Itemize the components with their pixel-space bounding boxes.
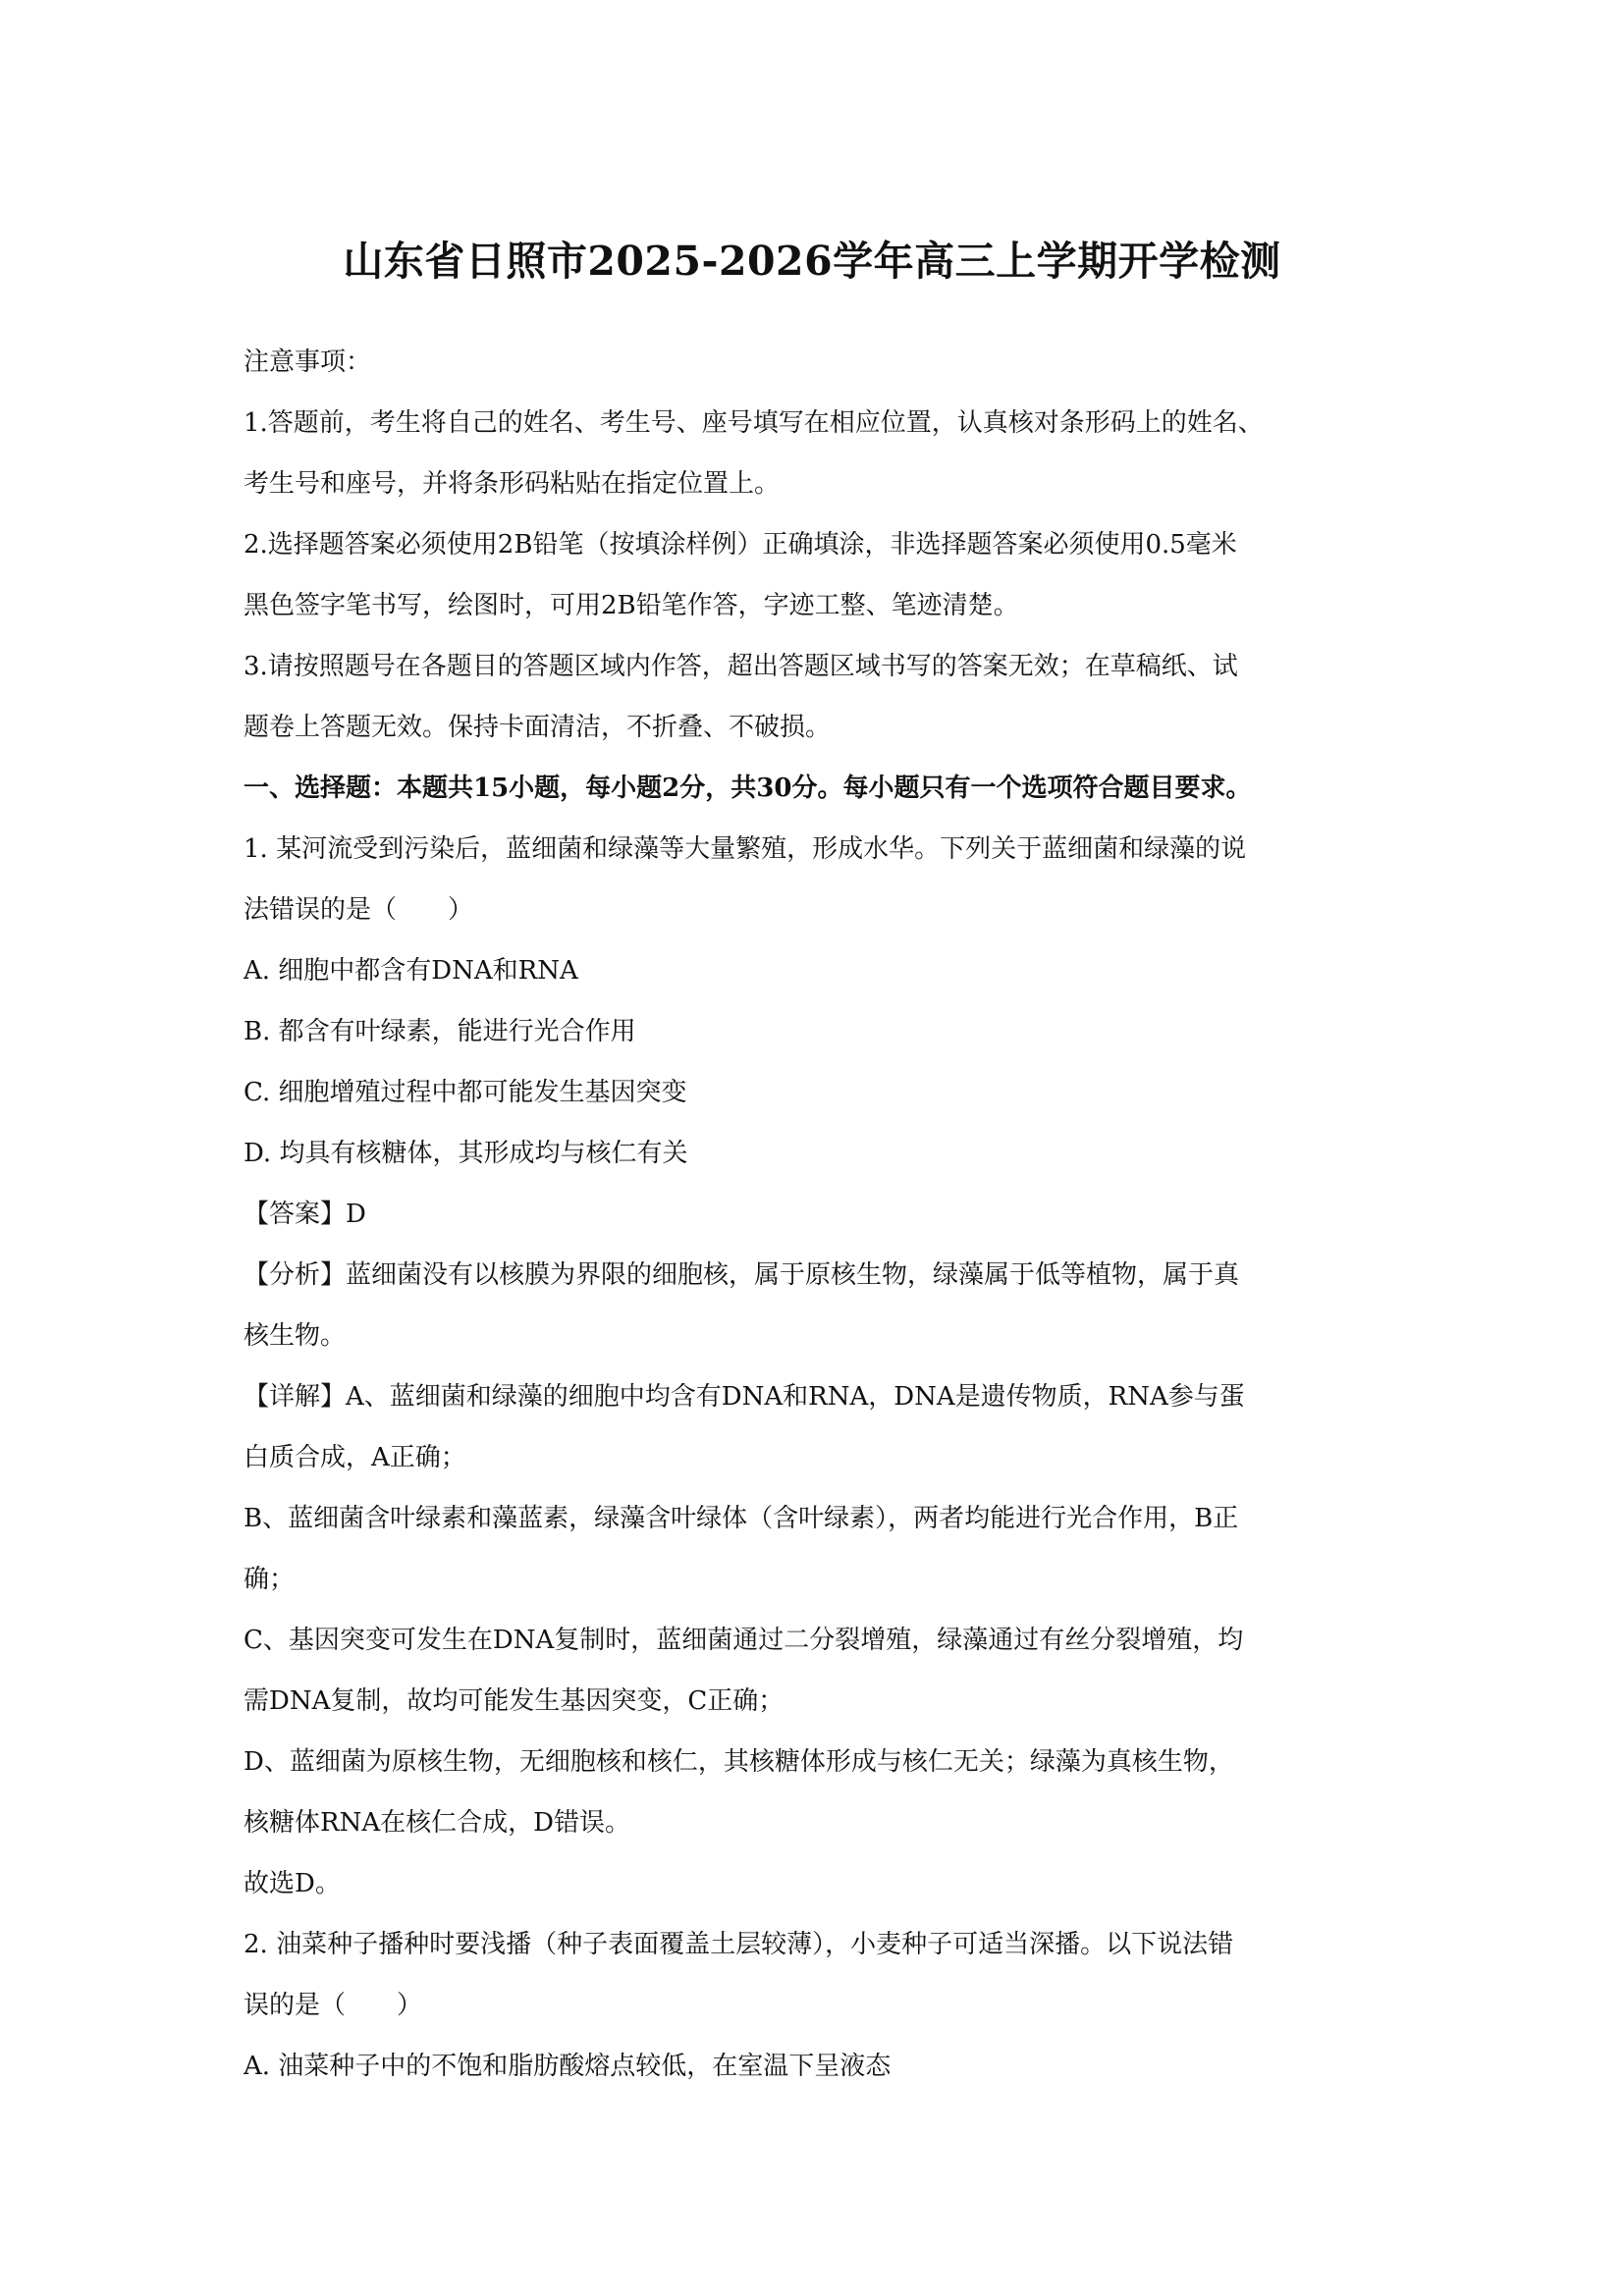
question-1-explanation-b-cont: 确； — [244, 1565, 296, 1594]
document-title: 山东省日照市2025-2026学年高三上学期开学检测 — [343, 238, 1281, 285]
question-1-conclusion: 故选D。 — [244, 1869, 341, 1898]
notice-item-3-cont: 题卷上答题无效。保持卡面清洁，不折叠、不破损。 — [244, 713, 832, 742]
question-1-stem: 1. 某河流受到污染后，蓝细菌和绿藻等大量繁殖，形成水华。下列关于蓝细菌和绿藻的说 — [244, 834, 1247, 864]
question-1-explanation-d-cont: 核糖体RNA在核仁合成，D错误。 — [244, 1808, 630, 1838]
question-1-explanation-b: B、蓝细菌含叶绿素和藻蓝素，绿藻含叶绿体（含叶绿素），两者均能进行光合作用，B正 — [244, 1504, 1239, 1533]
question-1-explanation-d: D、蓝细菌为原核生物，无细胞核和核仁，其核糖体形成与核仁无关；绿藻为真核生物， — [244, 1747, 1234, 1777]
question-1-explanation-c: C、基因突变可发生在DNA复制时，蓝细菌通过二分裂增殖，绿藻通过有丝分裂增殖，均 — [244, 1626, 1244, 1655]
section-heading: 一、选择题：本题共15小题，每小题2分，共30分。每小题只有一个选项符合题目要求。 — [244, 774, 1252, 803]
question-1-option-a: A. 细胞中都含有DNA和RNA — [244, 956, 578, 986]
notice-heading: 注意事项： — [244, 347, 372, 377]
notice-item-1-cont: 考生号和座号，并将条形码粘贴在指定位置上。 — [244, 469, 781, 499]
notice-item-2: 2.选择题答案必须使用2B铅笔（按填涂样例）正确填涂，非选择题答案必须使用0.5毫米 — [244, 530, 1237, 560]
question-2-stem: 2. 油菜种子播种时要浅播（种子表面覆盖土层较薄），小麦种子可适当深播。以下说法错 — [244, 1930, 1234, 1959]
question-1-answer: 【答案】D — [244, 1200, 366, 1229]
question-1-explanation-c-cont: 需DNA复制，故均可能发生基因突变，C正确； — [244, 1686, 785, 1716]
question-2-stem-cont: 误的是（ ） — [244, 1991, 423, 2020]
notice-item-3: 3.请按照题号在各题目的答题区域内作答，超出答题区域书写的答案无效；在草稿纸、试 — [244, 652, 1238, 681]
question-1-analysis: 【分析】蓝细菌没有以核膜为界限的细胞核，属于原核生物，绿藻属于低等植物，属于真 — [244, 1260, 1240, 1290]
question-1-explanation-a-cont: 白质合成，A正确； — [244, 1443, 466, 1472]
question-1-option-d: D. 均具有核糖体，其形成均与核仁有关 — [244, 1139, 688, 1168]
document-body — [244, 332, 1382, 2097]
question-1-analysis-cont: 核生物。 — [244, 1321, 347, 1351]
question-1-option-b: B. 都含有叶绿素，能进行光合作用 — [244, 1017, 636, 1046]
question-1-option-c: C. 细胞增殖过程中都可能发生基因突变 — [244, 1078, 687, 1107]
question-1-stem-cont: 法错误的是（ ） — [244, 895, 474, 925]
question-1-explanation-a: 【详解】A、蓝细菌和绿藻的细胞中均含有DNA和RNA，DNA是遗传物质，RNA参与蛋 — [244, 1382, 1245, 1412]
notice-item-2-cont: 黑色签字笔书写，绘图时，可用2B铅笔作答，字迹工整、笔迹清楚。 — [244, 591, 1019, 620]
notice-item-1: 1.答题前，考生将自己的姓名、考生号、座号填写在相应位置，认真核对条形码上的姓名、 — [244, 408, 1264, 438]
question-2-option-a: A. 油菜种子中的不饱和脂肪酸熔点较低，在室温下呈液态 — [244, 2052, 892, 2081]
